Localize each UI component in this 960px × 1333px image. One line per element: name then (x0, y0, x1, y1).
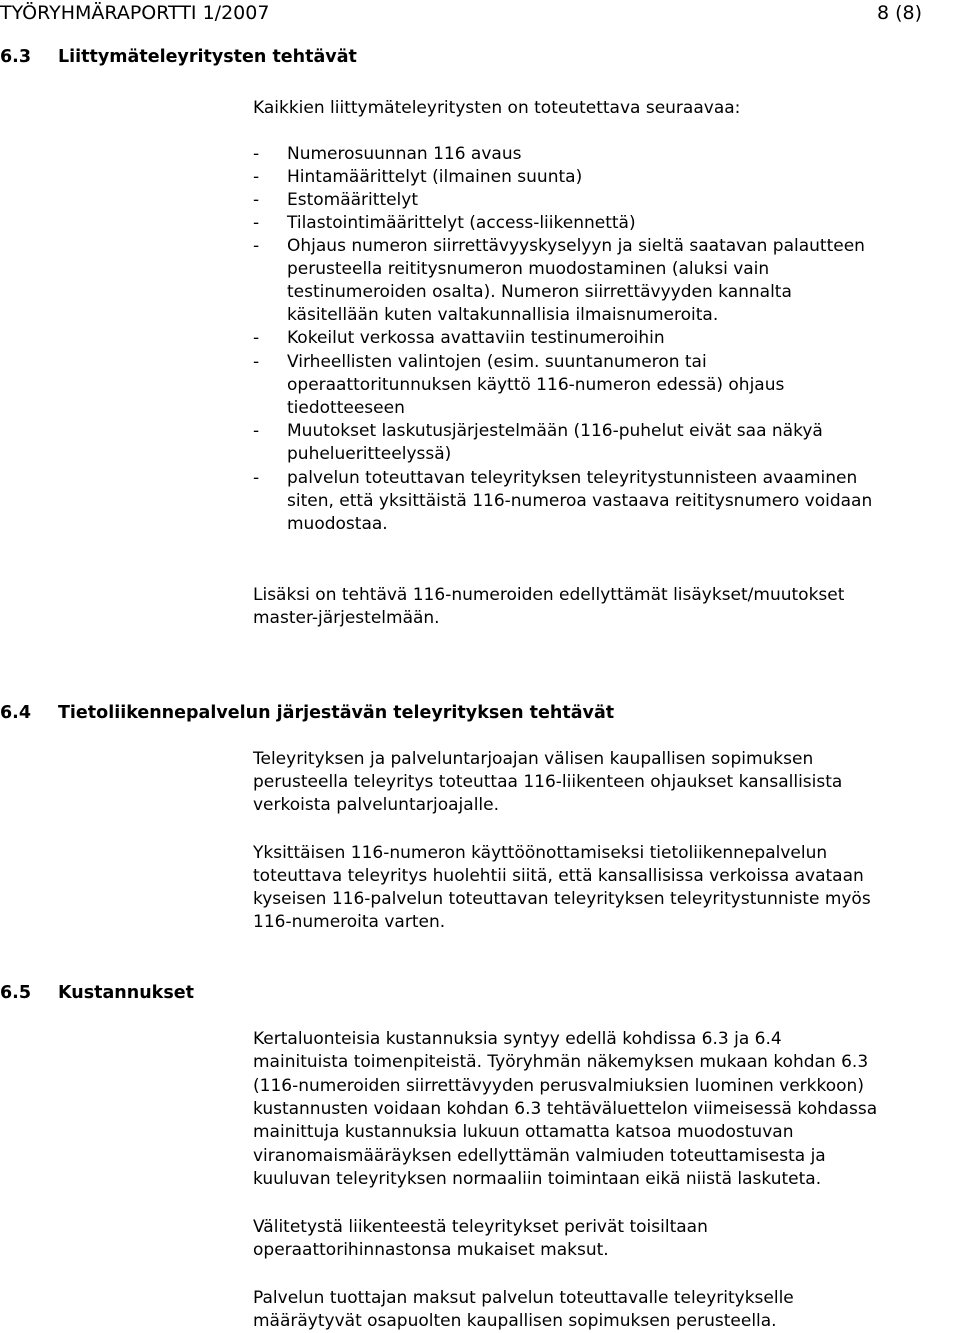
list-dash: - (253, 167, 260, 187)
paragraph-line: operaattorihinnastonsa mukaiset maksut. (253, 1240, 609, 1260)
paragraph-line: Palvelun tuottajan maksut palvelun toteuttavalle teleyritykselle (253, 1288, 794, 1308)
list-dash: - (253, 190, 260, 210)
list-dash: - (253, 468, 260, 488)
paragraph-line: kyseisen 116-palvelun toteuttavan teleyrityksen teleyritystunniste myös (253, 889, 871, 909)
list-dash: - (253, 213, 260, 233)
list-item-text: Hintamäärittelyt (ilmainen suunta) (287, 167, 583, 187)
list-item-continuation: testinumeroiden osalta). Numeron siirrettävyyden kannalta (287, 282, 792, 302)
paragraph-line: Kertaluonteisia kustannuksia syntyy edellä kohdissa 6.3 ja 6.4 (253, 1029, 782, 1049)
list-item-text: palvelun toteuttavan teleyrityksen teleyritystunnisteen avaaminen (287, 468, 858, 488)
list-item (253, 467, 857, 490)
paragraph-line: 116-numeroita varten. (253, 912, 446, 932)
section-6-5-number: 6.5 (0, 983, 32, 1003)
paragraph-line: kustannusten voidaan kohdan 6.3 tehtäväluettelon viimeisessä kohdassa (253, 1099, 878, 1119)
section-6-5-title: Kustannukset (58, 983, 194, 1003)
paragraph-line: verkoista palveluntarjoajalle. (253, 795, 500, 815)
section-6-4-title: Tietoliikennepalvelun järjestävän teleyrityksen tehtävät (58, 703, 615, 723)
list-item-continuation: operaattoritunnuksen käyttö 116-numeron edessä) ohjaus (287, 375, 785, 395)
section-6-3-number: 6.3 (0, 47, 32, 67)
paragraph-line: perusteella teleyritys toteuttaa 116-liikenteen ohjaukset kansallisista (253, 772, 843, 792)
list-item-continuation: käsitellään kuten valtakunnallisia ilmaisnumeroita. (287, 305, 719, 325)
list-item-text: Estomäärittelyt (287, 190, 419, 210)
list-item (253, 143, 521, 166)
list-item (253, 327, 665, 350)
list-dash: - (253, 144, 260, 164)
section-6-4-number: 6.4 (0, 703, 32, 723)
list-dash: - (253, 236, 260, 256)
list-item-continuation: tiedotteeseen (287, 398, 405, 418)
page-number: 8 (8) (877, 2, 923, 24)
list-item (253, 189, 418, 212)
list-dash: - (253, 352, 260, 372)
paragraph-line: master-järjestelmään. (253, 608, 440, 628)
paragraph-line: Yksittäisen 116-numeron käyttöönottamiseksi tietoliikennepalvelun (253, 843, 828, 863)
list-item-continuation: puhelueritteelyssä) (287, 444, 452, 464)
list-item-text: Virheellisten valintojen (esim. suuntanumeron tai (287, 352, 707, 372)
paragraph-line: (116-numeroiden siirrettävyyden perusvalmiuksien luominen verkkoon) (253, 1076, 864, 1096)
report-title: TYÖRYHMÄRAPORTTI 1/2007 (0, 2, 270, 24)
paragraph-line: määräytyvät osapuolten kaupallisen sopimuksen perusteella. (253, 1311, 777, 1331)
list-item (253, 351, 707, 374)
list-item-text: Kokeilut verkossa avattaviin testinumeroihin (287, 328, 665, 348)
list-item-text: Ohjaus numeron siirrettävyyskyselyyn ja sieltä saatavan palautteen (287, 236, 865, 256)
paragraph-line: toteuttava teleyritys huolehtii siitä, että kansallisissa verkoissa avataan (253, 866, 864, 886)
section-6-3-intro: Kaikkien liittymäteleyritysten on toteutettava seuraavaa: (253, 98, 741, 118)
list-item-text: Muutokset laskutusjärjestelmään (116-puhelut eivät saa näkyä (287, 421, 823, 441)
paragraph-line: viranomaismääräyksen edellyttämän valmiuden toteuttamisesta ja (253, 1146, 826, 1166)
paragraph-line: mainituista toimenpiteistä. Työryhmän näkemyksen mukaan kohdan 6.3 (253, 1052, 869, 1072)
list-item-text: Numerosuunnan 116 avaus (287, 144, 522, 164)
paragraph-line: mainittuja kustannuksia lukuun ottamatta katsoa muodostuvan (253, 1122, 794, 1142)
list-item-text: Tilastointimäärittelyt (access-liikennettä) (287, 213, 636, 233)
list-item-continuation: siten, että yksittäistä 116-numeroa vastaava reititysnumero voidaan (287, 491, 873, 511)
list-item (253, 420, 823, 443)
list-item (253, 212, 636, 235)
list-dash: - (253, 421, 260, 441)
list-item-continuation: muodostaa. (287, 514, 388, 534)
paragraph-line: kuuluvan teleyrityksen normaaliin toimintaan eikä niistä laskuteta. (253, 1169, 822, 1189)
section-6-3-title: Liittymäteleyritysten tehtävät (58, 47, 357, 67)
list-item-continuation: perusteella reititysnumeron muodostaminen (aluksi vain (287, 259, 770, 279)
list-dash: - (253, 328, 260, 348)
list-item (253, 235, 865, 258)
paragraph-line: Teleyrityksen ja palveluntarjoajan välisen kaupallisen sopimuksen (253, 749, 814, 769)
paragraph-line: Välitetystä liikenteestä teleyritykset perivät toisiltaan (253, 1217, 708, 1237)
paragraph-line: Lisäksi on tehtävä 116-numeroiden edellyttämät lisäykset/muutokset (253, 585, 845, 605)
list-item (253, 166, 582, 189)
